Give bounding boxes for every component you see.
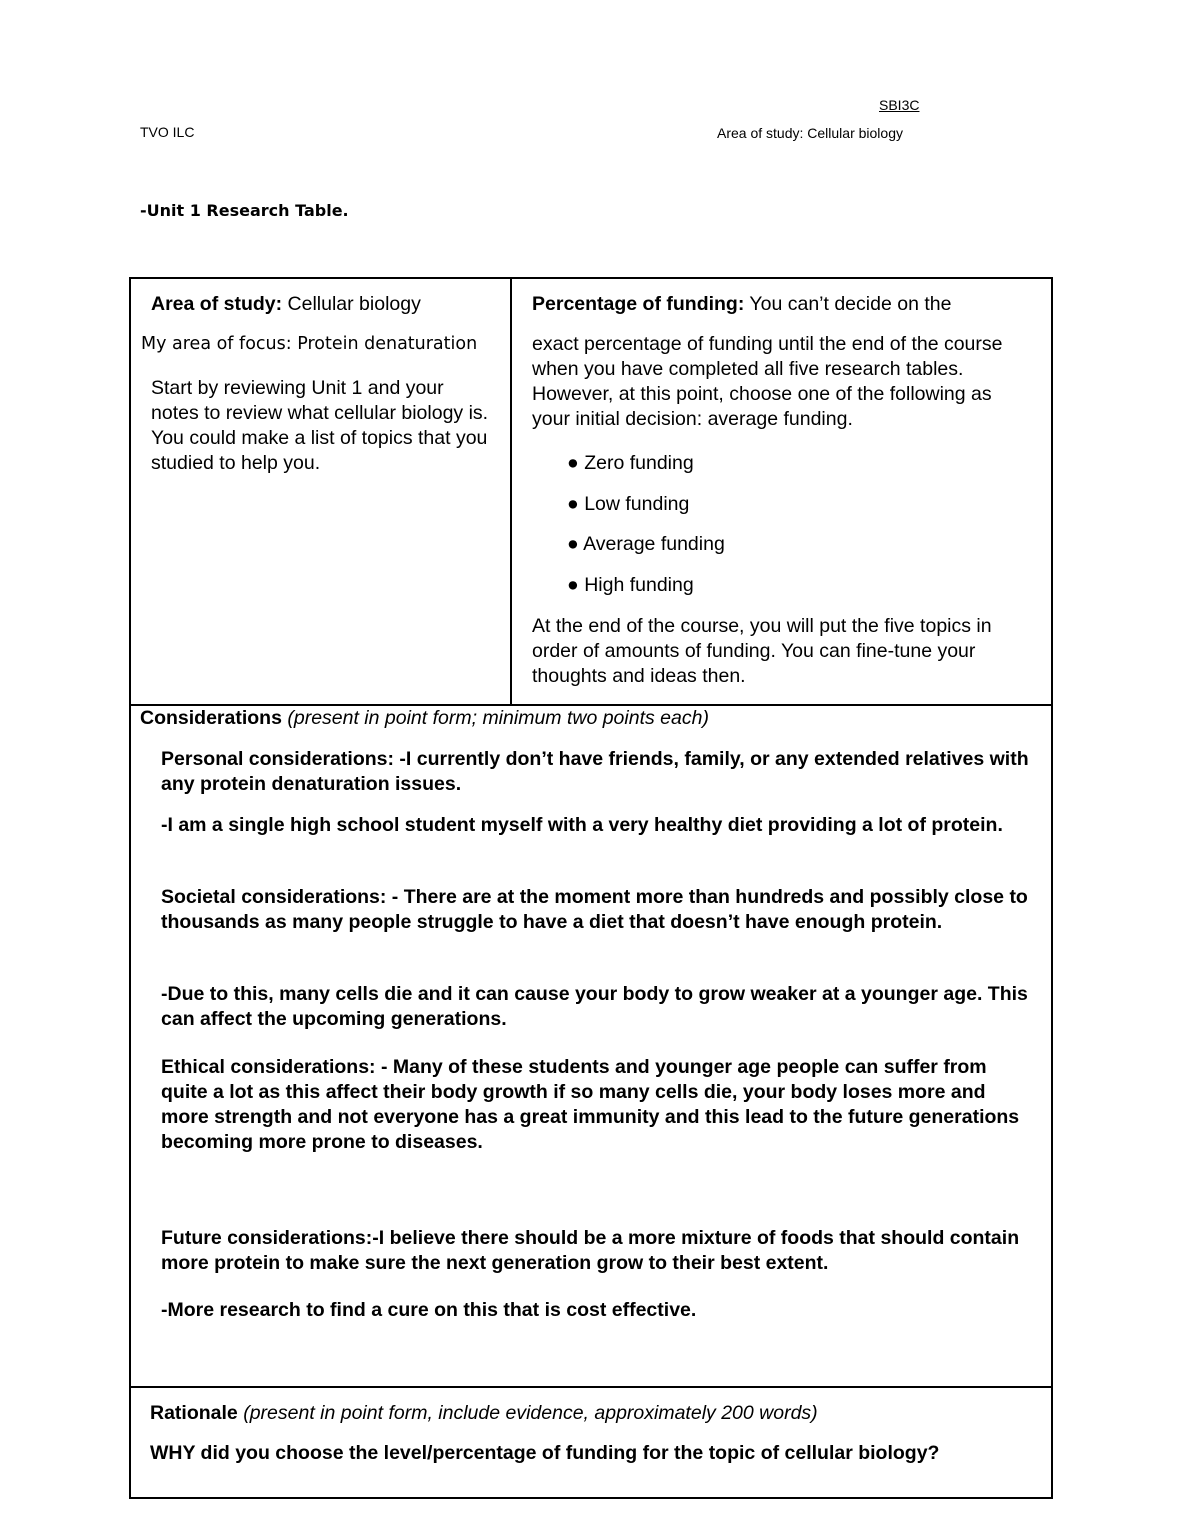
future-consideration-1: Future considerations:-I believe there should be a more mixture of foods that should contain more protein to make sure the next generation grow to their best extent. xyxy=(161,1227,1020,1274)
rationale-label: Rationale xyxy=(150,1402,238,1424)
rationale-instruction: (present in point form, include evidence, approximately 200 words) xyxy=(237,1402,818,1424)
document-title: -Unit 1 Research Table. xyxy=(140,201,349,220)
funding-first-line: You can’t decide on the xyxy=(744,293,952,315)
funding-option-zero: ● Zero funding xyxy=(567,452,694,474)
funding-option-high: ● High funding xyxy=(567,574,694,596)
funding-option-average: ● Average funding xyxy=(567,533,725,555)
funding-option-low: ● Low funding xyxy=(567,493,690,515)
personal-consideration-2: -I am a single high school student myself with a very healthy diet providing a lot of protein. xyxy=(161,814,1003,836)
rationale-question: WHY did you choose the level/percentage of funding for the topic of cellular biology? xyxy=(150,1442,940,1464)
considerations-heading xyxy=(140,706,1040,731)
considerations-instruction: (present in point form; minimum two points each) xyxy=(281,707,709,729)
header-area-of-study: Area of study: Cellular biology xyxy=(717,125,903,141)
societal-consideration-2: -Due to this, many cells die and it can cause your body to grow weaker at a younger age. This can affect the upcoming generations. xyxy=(161,983,1028,1030)
column-divider xyxy=(510,277,512,705)
area-of-study-value: Cellular biology xyxy=(282,293,421,315)
societal-consideration-1: Societal considerations: - There are at the moment more than hundreds and possibly close to thousands as many people struggle to have a diet that doesn’t have enough protein. xyxy=(161,886,1028,933)
funding-label: Percentage of funding: xyxy=(532,293,745,315)
rationale-heading xyxy=(150,1401,1030,1426)
funding-heading xyxy=(532,292,1032,317)
considerations-row xyxy=(129,704,1053,1388)
funding-end-note: At the end of the course, you will put the five topics in order of amounts of funding. You can fine-tune your thoughts and ideas then. xyxy=(532,615,992,687)
area-of-focus: My area of focus: Protein denaturation xyxy=(141,334,478,354)
future-consideration-2: -More research to find a cure on this that is cost effective. xyxy=(161,1299,697,1321)
ethical-consideration: Ethical considerations: - Many of these students and younger age people can suffer from quite a lot as this affect their body growth if so many cells die, your body loses more and more strength and not everyone has a great immunity and this lead to the future generations becoming more prone to diseases. xyxy=(161,1056,1020,1153)
area-of-study-label: Area of study: xyxy=(151,293,283,315)
school-name: TVO ILC xyxy=(140,124,195,140)
course-code: SBI3C xyxy=(879,97,920,113)
area-of-study-cell xyxy=(151,292,501,317)
considerations-label: Considerations xyxy=(140,707,282,729)
personal-consideration-1: Personal considerations: -I currently don’t have friends, family, or any extended relatives with any protein denaturation issues. xyxy=(161,748,1029,795)
funding-explanation: exact percentage of funding until the end of the course when you have completed all five research tables. However, at this point, choose one of the following as your initial decision: average funding. xyxy=(532,333,1003,430)
area-instructions: Start by reviewing Unit 1 and your notes to review what cellular biology is. You could make a list of topics that you studied to help you. xyxy=(151,377,489,474)
